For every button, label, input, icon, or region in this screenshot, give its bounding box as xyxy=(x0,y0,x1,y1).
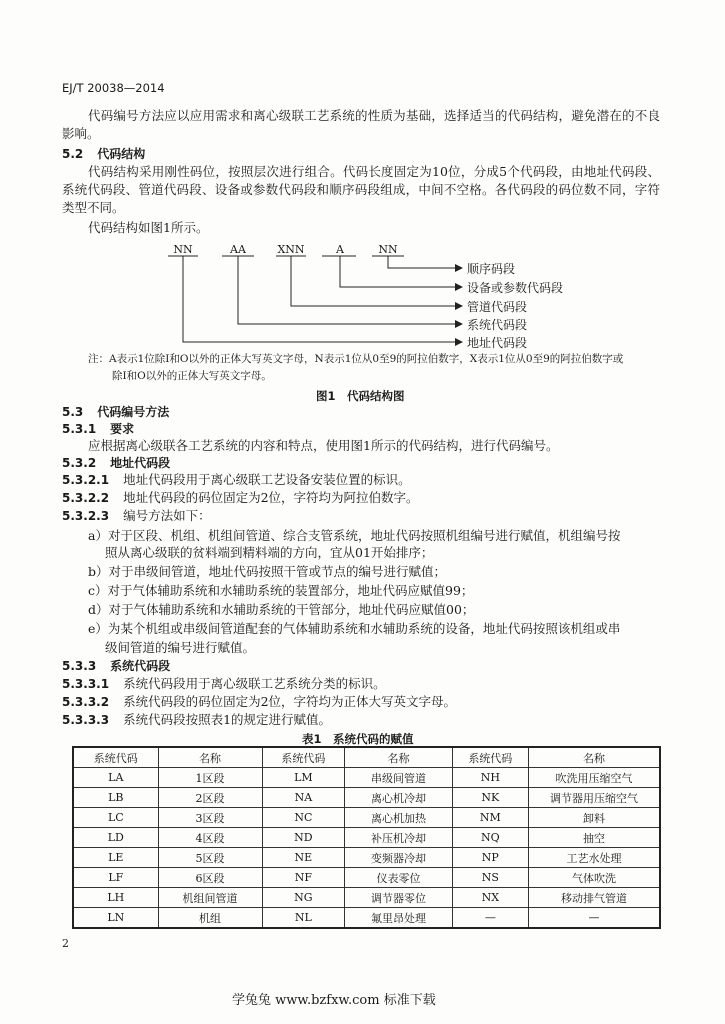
name-cell: 机组 xyxy=(158,908,262,929)
table-row xyxy=(73,768,660,788)
name-cell: 调节器用压缩空气 xyxy=(528,788,660,808)
name-cell: — xyxy=(528,908,660,929)
figure-note-cont: 除I和O以外的正体大写英文字母。 xyxy=(112,370,272,382)
section-5-3-2-heading: 5.3.2 地址代码段 xyxy=(62,456,171,470)
clause-5-3-3-1: 5.3.3.1 系统代码段用于离心级联工艺系统分类的标识。 xyxy=(62,676,386,691)
clause-5-3-3-2: 5.3.3.2 系统代码段的码位固定为2位，字符均为正体大写英文字母。 xyxy=(62,694,457,709)
table-row xyxy=(73,848,660,868)
name-cell: 移动排气管道 xyxy=(528,888,660,908)
page-number: 2 xyxy=(62,937,69,950)
system-code-cell: LN xyxy=(73,908,158,929)
code-segment: NN xyxy=(173,243,193,256)
clause-5-3-3-3: 5.3.3.3 系统代码段按照表1的规定进行赋值。 xyxy=(62,712,332,727)
section-5-2-paragraph: 代码结构采用刚性码位，按照层次进行组合。代码长度固定为10位，分成5个代码段，由地址代码段、系统代码段、管道代码段、设备或参数代码段和顺序码段组成，中间不空格。各代码段的码位数不同，字符类型不同。 xyxy=(62,164,660,215)
section-5-3-1-heading: 5.3.1 要求 xyxy=(62,422,135,436)
clause-5-3-2-1: 5.3.2.1 地址代码段用于离心级联工艺设备安装位置的标识。 xyxy=(62,472,411,487)
code-segment: XNN xyxy=(277,243,305,256)
system-code-cell: LD xyxy=(73,828,158,848)
name-cell: 机组间管道 xyxy=(158,888,262,908)
system-code-cell: NH xyxy=(452,768,528,788)
section-5-3-1-text: 应根据离心级联各工艺系统的内容和特点，使用图1所示的代码结构，进行代码编号。 xyxy=(88,438,559,453)
system-code-table xyxy=(72,746,661,929)
system-code-cell: LM xyxy=(262,768,345,788)
code-structure-diagram xyxy=(0,236,725,356)
system-code-cell: NS xyxy=(452,868,528,888)
code-segment: AA xyxy=(230,243,246,256)
figure-caption: 图1 代码结构图 xyxy=(316,389,405,403)
name-cell: 卸料 xyxy=(528,808,660,828)
segment-label: 系统代码段 xyxy=(467,318,528,332)
system-code-cell: NQ xyxy=(452,828,528,848)
list-item: c）对于气体辅助系统和水辅助系统的装置部分，地址代码应赋值99； xyxy=(88,583,474,598)
name-cell: 抽空 xyxy=(528,828,660,848)
name-cell: 5区段 xyxy=(158,848,262,868)
system-code-cell: NX xyxy=(452,888,528,908)
segment-label: 顺序码段 xyxy=(467,262,516,276)
name-cell: 1区段 xyxy=(158,768,262,788)
system-code-cell: NM xyxy=(452,808,528,828)
name-cell: 2区段 xyxy=(158,788,262,808)
system-code-cell: NP xyxy=(452,848,528,868)
name-cell: 串级间管道 xyxy=(345,768,452,788)
system-code-cell: NG xyxy=(262,888,345,908)
system-code-cell: LE xyxy=(73,848,158,868)
name-cell: 离心机冷却 xyxy=(345,788,452,808)
name-cell: 氟里昂处理 xyxy=(345,908,452,929)
system-code-cell: NE xyxy=(262,848,345,868)
system-code-cell: LB xyxy=(73,788,158,808)
table-header-row xyxy=(73,747,660,768)
name-cell: 4区段 xyxy=(158,828,262,848)
column-header: 系统代码 xyxy=(73,747,158,768)
table-row xyxy=(73,808,660,828)
table-row xyxy=(73,828,660,848)
document-header: EJ/T 20038—2014 xyxy=(62,81,165,95)
column-header: 名称 xyxy=(158,747,262,768)
column-header: 名称 xyxy=(528,747,660,768)
list-item: d）对于气体辅助系统和水辅助系统的干管部分，地址代码应赋值00； xyxy=(88,602,475,617)
system-code-cell: LH xyxy=(73,888,158,908)
system-code-cell: LF xyxy=(73,868,158,888)
system-code-cell: — xyxy=(452,908,528,929)
system-code-cell: LA xyxy=(73,768,158,788)
list-item-cont: 级间管道的编号进行赋值。 xyxy=(105,640,256,655)
system-code-cell: NK xyxy=(452,788,528,808)
system-code-cell: LC xyxy=(73,808,158,828)
name-cell: 调节器零位 xyxy=(345,888,452,908)
system-code-cell: NL xyxy=(262,908,345,929)
system-code-cell: ND xyxy=(262,828,345,848)
name-cell: 3区段 xyxy=(158,808,262,828)
section-5-2-heading: 5.2 代码结构 xyxy=(62,147,146,161)
footer-watermark: 学兔兔 www.bzfxw.com 标准下载 xyxy=(232,993,436,1008)
clause-5-3-2-3: 5.3.2.3 编号方法如下： xyxy=(62,508,211,523)
table-caption: 表1 系统代码的赋值 xyxy=(302,732,414,746)
system-code-cell: NF xyxy=(262,868,345,888)
system-code-cell: NC xyxy=(262,808,345,828)
column-header: 系统代码 xyxy=(262,747,345,768)
column-header: 系统代码 xyxy=(452,747,528,768)
table-row xyxy=(73,908,660,929)
name-cell: 变频器冷却 xyxy=(345,848,452,868)
table-row xyxy=(73,868,660,888)
name-cell: 吹洗用压缩空气 xyxy=(528,768,660,788)
clause-5-3-2-2: 5.3.2.2 地址代码段的码位固定为2位，字符均为阿拉伯数字。 xyxy=(62,490,419,505)
list-item-cont: 照从离心级联的贫料端到精料端的方向，宜从01开始排序； xyxy=(105,545,434,560)
figure-reference: 代码结构如图1所示。 xyxy=(88,220,209,235)
list-item: b）对于串级间管道，地址代码按照干管或节点的编号进行赋值； xyxy=(88,564,447,579)
name-cell: 气体吹洗 xyxy=(528,868,660,888)
name-cell: 工艺水处理 xyxy=(528,848,660,868)
figure-note: 注：A表示1位除I和O以外的正体大写英文字母，N表示1位从0至9的阿拉伯数字，X表示1位从0至9的阿拉伯数字或 xyxy=(88,353,624,365)
segment-label: 设备或参数代码段 xyxy=(467,281,564,295)
column-header: 名称 xyxy=(345,747,452,768)
table-row xyxy=(73,888,660,908)
code-segment: NN xyxy=(378,243,398,256)
segment-label: 地址代码段 xyxy=(467,336,528,350)
name-cell: 仪表零位 xyxy=(345,868,452,888)
section-5-3-3-heading: 5.3.3 系统代码段 xyxy=(62,659,171,673)
list-item: a）对于区段、机组、机组间管道、综合支管系统，地址代码按照机组编号进行赋值，机组编号按 xyxy=(88,528,621,543)
name-cell: 6区段 xyxy=(158,868,262,888)
list-item: e）为某个机组或串级间管道配套的气体辅助系统和水辅助系统的设备，地址代码按照该机组或串 xyxy=(88,621,621,636)
table-row xyxy=(73,788,660,808)
code-segment: A xyxy=(336,243,344,256)
segment-label: 管道代码段 xyxy=(467,300,528,314)
intro-paragraph: 代码编号方法应以应用需求和离心级联工艺系统的性质为基础，选择适当的代码结构，避免潜在的不良影响。 xyxy=(62,108,660,141)
name-cell: 离心机加热 xyxy=(345,808,452,828)
section-5-3-heading: 5.3 代码编号方法 xyxy=(62,405,170,419)
system-code-cell: NA xyxy=(262,788,345,808)
name-cell: 补压机冷却 xyxy=(345,828,452,848)
